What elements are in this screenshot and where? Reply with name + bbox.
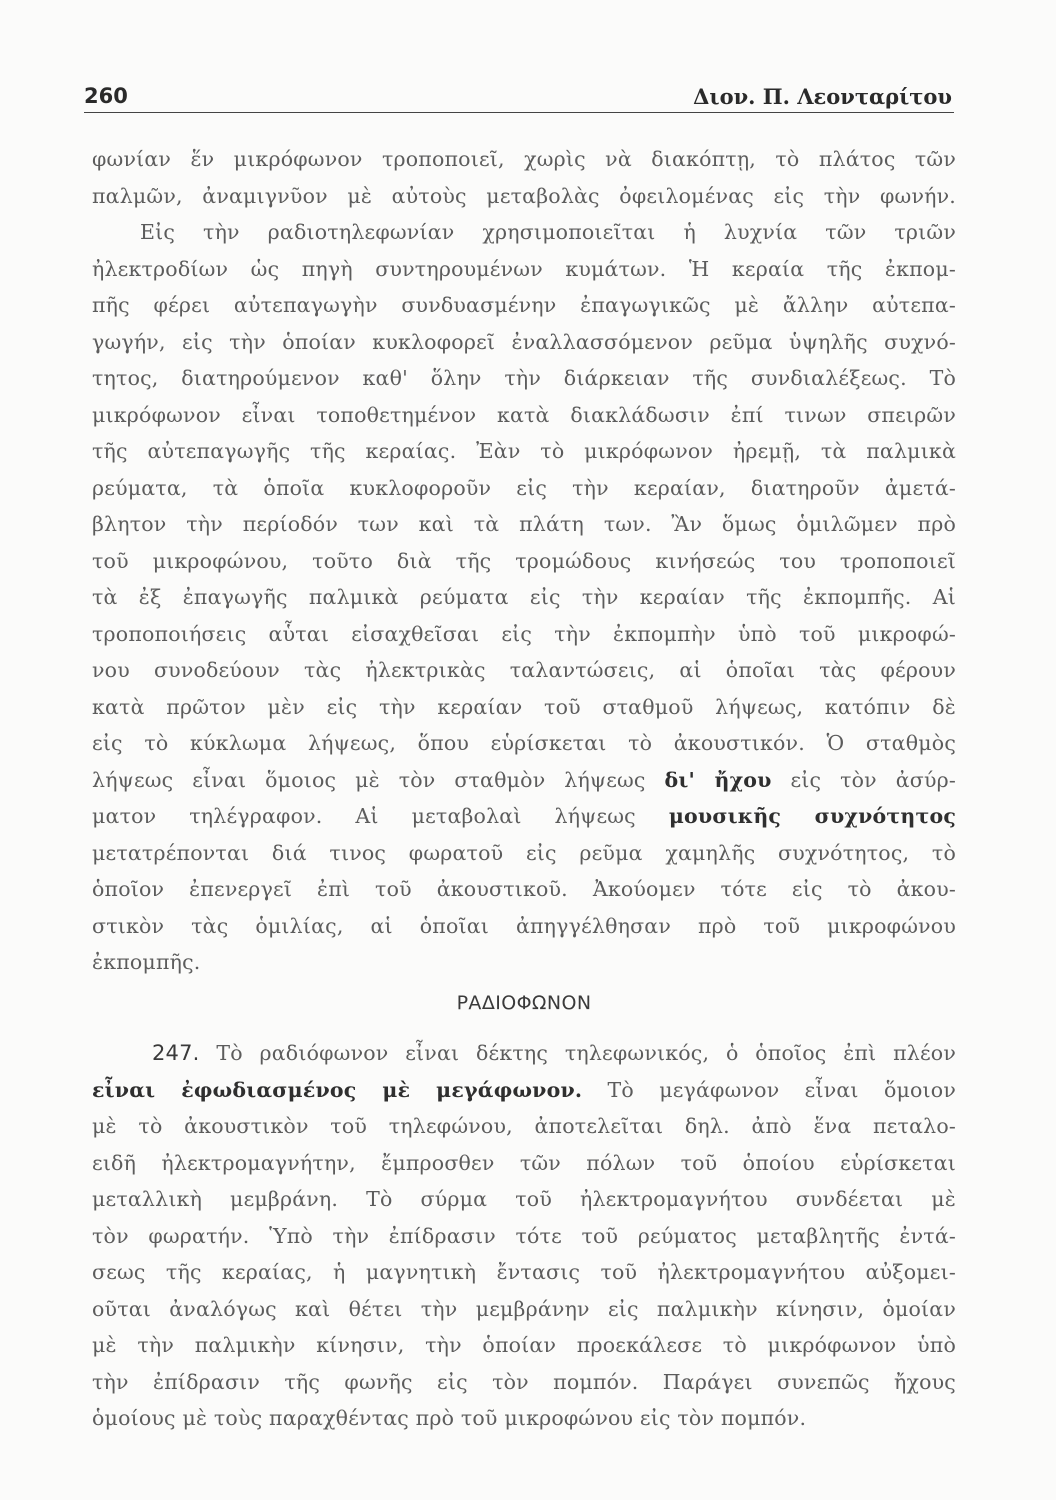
text-line: Εἰς τὴν ραδιοτηλεφωνίαν χρησιμοποιεῖται ἡ λυχνία τῶν τριῶν (140, 220, 956, 244)
text-line: ειδῆ ἠλεκτρομαγνήτην, ἔμπροσθεν τῶν πόλων τοῦ ὁποίου εὑρίσκεται (92, 1150, 956, 1175)
text-span: ματον τηλέγραφον. Αἱ μεταβολαὶ λήψεως (92, 804, 636, 828)
text-line: νου συνοδεύουν τὰς ἠλεκτρικὰς ταλαντώσεις, αἱ ὁποῖαι τὰς φέρουν (92, 658, 956, 682)
bold-term-music-frequency: μουσικῆς συχνότητος (668, 804, 956, 828)
text-line: σεως τῆς κεραίας, ἡ μαγνητικὴ ἔντασις τοῦ ἠλεκτρομαγνήτου αὐξομει- (92, 1260, 956, 1284)
text-line: τὰ ἐξ ἐπαγωγῆς παλμικὰ ρεύματα εἰς τὴν κεραίαν τῆς ἐκπομπῆς. Αἱ (92, 585, 956, 609)
section-heading-radio: ΡΑΔΙΟΦΩΝΟΝ (456, 992, 592, 1014)
text-line: μεταλλικὴ μεμβράνη. Τὸ σύρμα τοῦ ἠλεκτρομαγνήτου συνδέεται μὲ (92, 1187, 956, 1211)
text-line: τὴν ἐπίδρασιν τῆς φωνῆς εἰς τὸν πομπόν. Παράγει συνεπῶς ἤχους (92, 1369, 956, 1394)
section-radio-text (92, 1035, 956, 1437)
text-span: Τὸ μεγάφωνον εἶναι ὅμοιον (607, 1077, 956, 1102)
header-rule (84, 112, 954, 113)
text-line: μικρόφωνον εἶναι τοποθετημένον κατὰ διακλάδωσιν ἐπί τινων σπειρῶν (92, 402, 956, 427)
text-line: πῆς φέρει αὐτεπαγωγὴν συνδυασμένην ἐπαγωγικῶς μὲ ἄλλην αὐτεπα- (92, 293, 956, 317)
text-line: παλμῶν, ἀναμιγνῦον μὲ αὐτοὺς μεταβολὰς ὀφειλομένας εἰς τὴν φωνήν. (92, 183, 956, 208)
text-line: γωγήν, εἰς τὴν ὁποίαν κυκλοφορεῖ ἐναλλασσόμενον ρεῦμα ὑψηλῆς συχνό- (92, 329, 956, 354)
text-line: ὁποῖον ἐπενεργεῖ ἐπὶ τοῦ ἀκουστικοῦ. Ἀκούομεν τότε εἰς τὸ ἀκου- (92, 877, 956, 901)
text-line: τητος, διατηρούμενον καθ' ὅλην τὴν διάρκειαν τῆς συνδιαλέξεως. Τὸ (92, 366, 956, 390)
text-line: εἰς τὸ κύκλωμα λήψεως, ὅπου εὑρίσκεται τὸ ἀκουστικόν. Ὁ σταθμὸς (92, 731, 956, 755)
text-line: τοῦ μικροφώνου, τοῦτο διὰ τῆς τρομώδους κινήσεώς του τροποποιεῖ (92, 548, 956, 573)
text-line: βλητον τὴν περίοδόν των καὶ τὰ πλάτη των. Ἂν ὅμως ὁμιλῶμεν πρὸ (92, 512, 956, 536)
text-line-with-bold (92, 798, 956, 835)
text-line: μετατρέπονται διά τινος φωρατοῦ εἰς ρεῦμα χαμηλῆς συχνότητος, τὸ (92, 840, 956, 865)
text-line: οῦται ἀναλόγως καὶ θέτει τὴν μεμβράνην εἰς παλμικὴν κίνησιν, ὁμοίαν (92, 1296, 956, 1321)
text-line-with-bold (92, 1072, 956, 1109)
paragraph-number: 247. (152, 1041, 200, 1065)
section-telephony-text (92, 141, 956, 981)
text-line-with-bold (92, 762, 956, 799)
text-line: τροποποιήσεις αὗται εἰσαχθεῖσαι εἰς τὴν ἐκπομπὴν ὑπὸ τοῦ μικροφώ- (92, 621, 956, 646)
text-span: εἰς τὸν ἀσύρ- (790, 767, 956, 792)
text-line: ρεύματα, τὰ ὁποῖα κυκλοφοροῦν εἰς τὴν κεραίαν, διατηροῦν ἀμετά- (92, 475, 956, 500)
text-line: τὸν φωρατήν. Ὑπὸ τὴν ἐπίδρασιν τότε τοῦ ρεύματος μεταβλητῆς ἐντά- (92, 1223, 956, 1248)
text-line-numbered (92, 1035, 956, 1072)
text-line: φωνίαν ἕν μικρόφωνον τροποποιεῖ, χωρὶς νὰ διακόπτῃ, τὸ πλάτος τῶν (92, 147, 956, 171)
running-head (84, 78, 952, 110)
text-line: μὲ τὸ ἀκουστικὸν τοῦ τηλεφώνου, ἀποτελεῖται δηλ. ἀπὸ ἕνα πεταλο- (92, 1114, 956, 1138)
page-number: 260 (84, 84, 128, 108)
text-line: ἠλεκτροδίων ὡς πηγὴ συντηρουμένων κυμάτων. Ἡ κεραία τῆς ἐκπομ- (92, 256, 956, 281)
text-span: Τὸ ραδιόφωνον εἶναι δέκτης τηλεφωνικός, ὁ ὁποῖος ἐπὶ πλέον (216, 1041, 956, 1065)
bold-phrase-loudspeaker: εἶναι ἐφωδιασμένος μὲ μεγάφωνον. (92, 1077, 583, 1102)
text-line: στικὸν τὰς ὁμιλίας, αἱ ὁποῖαι ἀπηγγέλθησαν πρὸ τοῦ μικροφώνου (92, 913, 956, 938)
text-line: ἐκπομπῆς. (92, 950, 201, 974)
bold-term-sound-wireless: δι' ἤχου (664, 767, 772, 792)
text-line: ὁμοίους μὲ τοὺς παραχθέντας πρὸ τοῦ μικροφώνου εἰς τὸν πομπόν. (92, 1406, 807, 1430)
text-line: τῆς αὐτεπαγωγῆς τῆς κεραίας. Ἐὰν τὸ μικρόφωνον ἠρεμῇ, τὰ παλμικὰ (92, 439, 956, 463)
text-span: λήψεως εἶναι ὅμοιος μὲ τὸν σταθμὸν λήψεως (92, 767, 646, 792)
text-line: μὲ τὴν παλμικὴν κίνησιν, τὴν ὁποίαν προεκάλεσε τὸ μικρόφωνον ὑπὸ (92, 1333, 956, 1357)
running-author: Διον. Π. Λεονταρίτου (693, 84, 952, 109)
text-line: κατὰ πρῶτον μὲν εἰς τὴν κεραίαν τοῦ σταθμοῦ λήψεως, κατόπιν δὲ (92, 694, 956, 719)
